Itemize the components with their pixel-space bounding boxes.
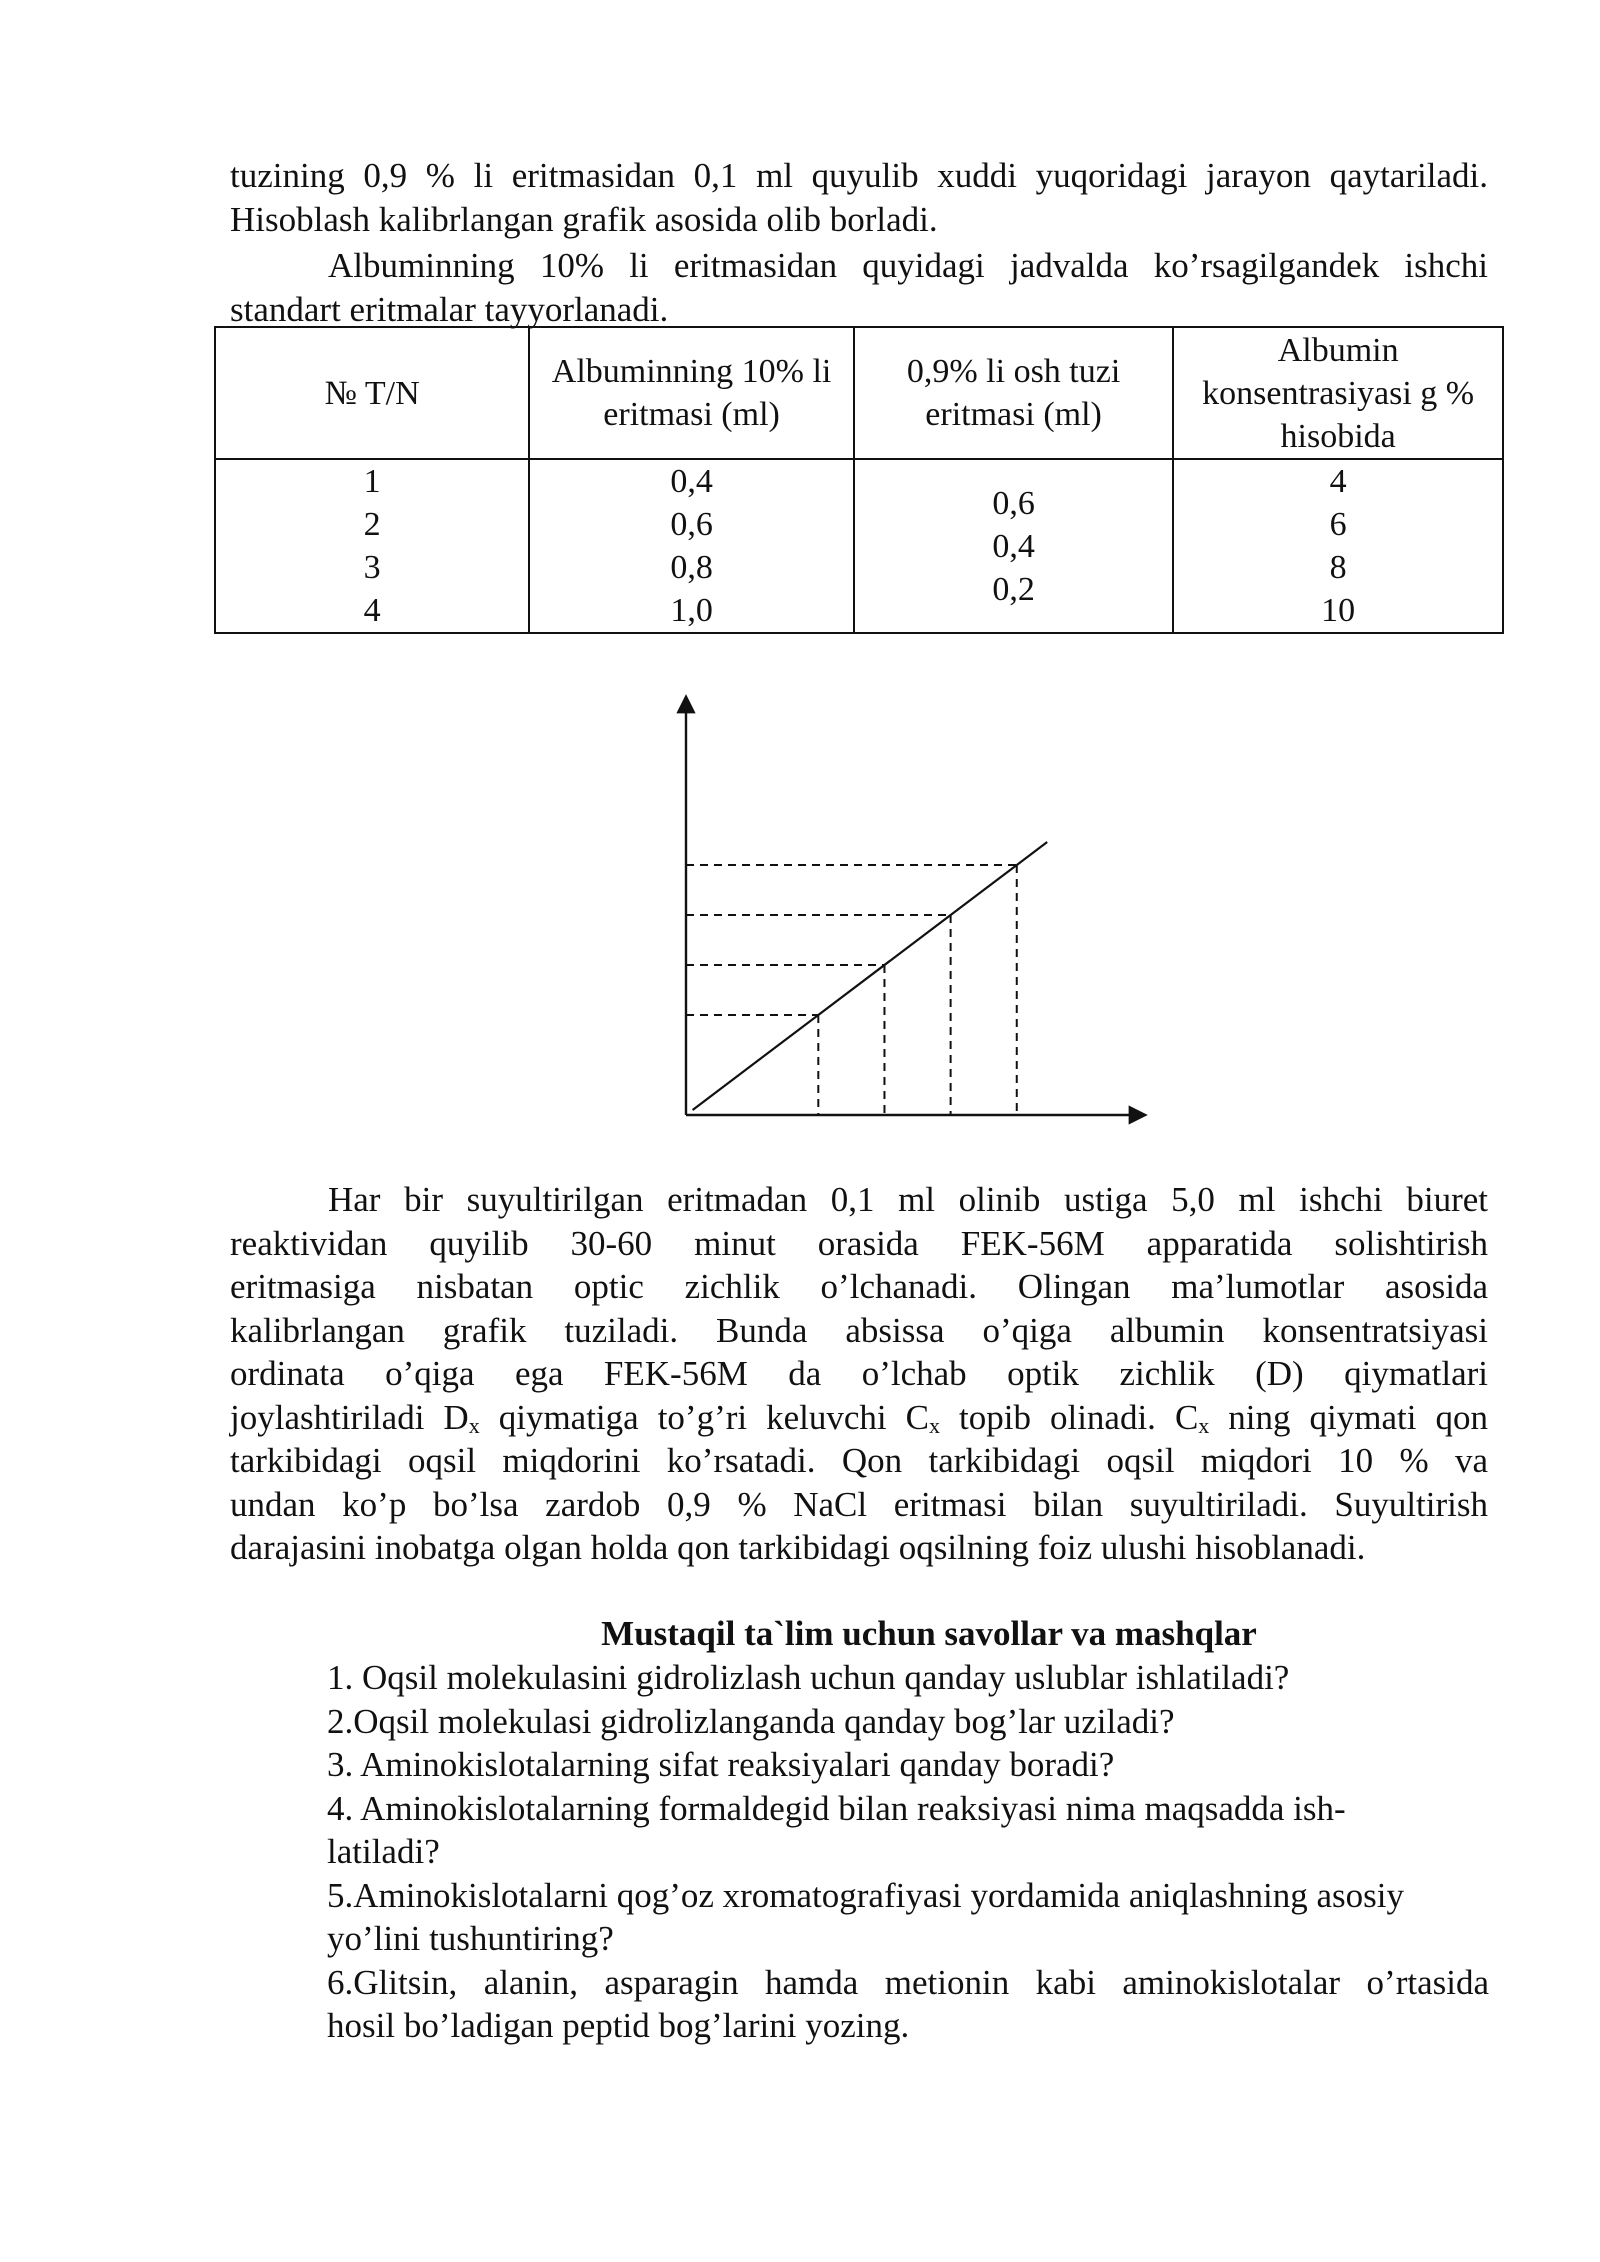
cell-value: 0,2: [992, 570, 1035, 608]
subscript: x: [468, 1412, 480, 1438]
method-line: kalibrlangan grafik tuziladi. Bunda absissa o’qiga albumin konsentratsiyasi: [230, 1310, 1488, 1350]
method-line-subscripts: [230, 1396, 1488, 1440]
cell-value: 0,4: [992, 527, 1035, 565]
cell-value: 0,6: [992, 484, 1035, 522]
intro-paragraph: [230, 154, 1488, 241]
method-line: tarkibidagi oqsil miqdorini ko’rsatadi. Qon tarkibidagi oqsil miqdori 10 % va: [230, 1441, 1488, 1480]
cell-value: 0,4: [670, 463, 713, 500]
cell-value: 4: [1329, 463, 1347, 500]
header-albumin-volume: Albuminning 10% li eritmasi (ml): [529, 327, 854, 459]
method-paragraph: [230, 1178, 1488, 1570]
method-line: Har bir suyultirilgan eritmadan 0,1 ml olinib ustiga 5,0 ml ishchi biuret: [328, 1180, 1488, 1219]
header-albumin-concentration: Albumin konsentrasiyasi g % hisobida: [1173, 327, 1503, 459]
question-item-continued: yo’lini tushuntiring?: [327, 1919, 614, 1958]
question-item: 4. Aminokislotalarning formaldegid bilan reaksiyasi nima maqsadda ish-: [327, 1788, 1346, 1828]
intro-line-1: tuzining 0,9 % li eritmasidan 0,1 ml quyulib xuddi yuqoridagi jarayon qaytariladi.: [230, 156, 1488, 195]
cell-albumin-volumes: [529, 459, 854, 633]
cell-value: 2: [363, 506, 381, 543]
cell-value: 4: [363, 592, 381, 629]
cell-value: 0,6: [670, 506, 713, 543]
table-row: [215, 459, 1503, 633]
cell-concentrations: [1173, 459, 1503, 633]
calibration-line: [693, 842, 1048, 1110]
table-header-row: [215, 327, 1503, 459]
text-run: qiymatiga to’g’ri keluvchi C: [479, 1397, 929, 1437]
question-item: 3. Aminokislotalarning sifat reaksiyalari qanday boradi?: [327, 1745, 1115, 1784]
cell-saline-volumes: [854, 459, 1173, 633]
subscript: x: [929, 1412, 940, 1438]
method-line: ordinata o’qiga ega FEK-56M da o’lchab optik zichlik (D) qiymatlari: [230, 1354, 1488, 1393]
question-item: 5.Aminokislotalarni qog’oz xromatografiyasi yordamida aniqlashning asosiy: [327, 1875, 1405, 1915]
cell-numbers: [215, 459, 529, 633]
method-line: undan ko’p bo’lsa zardob 0,9 % NaCl eritmasi bilan suyultiriladi. Suyultirish: [230, 1484, 1488, 1524]
cell-value: 6: [1329, 506, 1347, 543]
cell-value: 3: [363, 549, 381, 586]
standard-solutions-table: [214, 326, 1504, 634]
method-line: darajasini inobatga olgan holda qon tarkibidagi oqsilning foiz ulushi hisoblanadi.: [230, 1528, 1366, 1567]
calibration-chart: [660, 690, 1160, 1130]
header-saline-volume: 0,9% li osh tuzi eritmasi (ml): [854, 327, 1173, 459]
question-item-continued: latiladi?: [327, 1832, 440, 1871]
question-item-continued: hosil bo’ladigan peptid bog’larini yozing.: [327, 2006, 910, 2045]
question-item: 2.Oqsil molekulasi gidrolizlanganda qanday bog’lar uziladi?: [327, 1701, 1175, 1741]
table-intro-paragraph: Albuminning 10% li eritmasidan quyidagi jadvalda ko’rsagilgandek ishchi standart eritmalar tayyorlanadi.: [230, 246, 1488, 329]
question-item: 6.Glitsin, alanin, asparagin hamda metionin kabi aminokislotalar o’rtasida: [327, 1962, 1489, 2002]
text-run: ning qiymati qon: [1209, 1397, 1488, 1437]
question-item-6: [327, 1961, 1489, 2048]
text-run: joylashtiriladi D: [230, 1397, 469, 1437]
questions-list: [327, 1656, 1489, 2048]
cell-value: 1: [363, 463, 381, 500]
subscript: x: [1198, 1412, 1210, 1438]
question-item: 1. Oqsil molekulasini gidrolizlash uchun qanday uslublar ishlatiladi?: [327, 1658, 1290, 1697]
section-heading: Mustaqil ta`lim uchun savollar va mashqlar: [601, 1614, 1257, 1653]
method-line: eritmasiga nisbatan optic zichlik o’lchanadi. Olingan ma’lumotlar asosida: [230, 1267, 1488, 1306]
cell-value: 10: [1321, 592, 1356, 629]
header-number: № T/N: [215, 327, 529, 459]
cell-value: 1,0: [670, 592, 713, 629]
intro-line-2: Hisoblash kalibrlangan grafik asosida olib borladi.: [230, 199, 938, 239]
method-line: reaktividan quyilib 30-60 minut orasida FEK-56M apparatida solishtirish: [230, 1223, 1488, 1263]
cell-value: 8: [1329, 549, 1347, 586]
text-run: topib olinadi. C: [940, 1397, 1199, 1437]
cell-value: 0,8: [670, 549, 713, 586]
